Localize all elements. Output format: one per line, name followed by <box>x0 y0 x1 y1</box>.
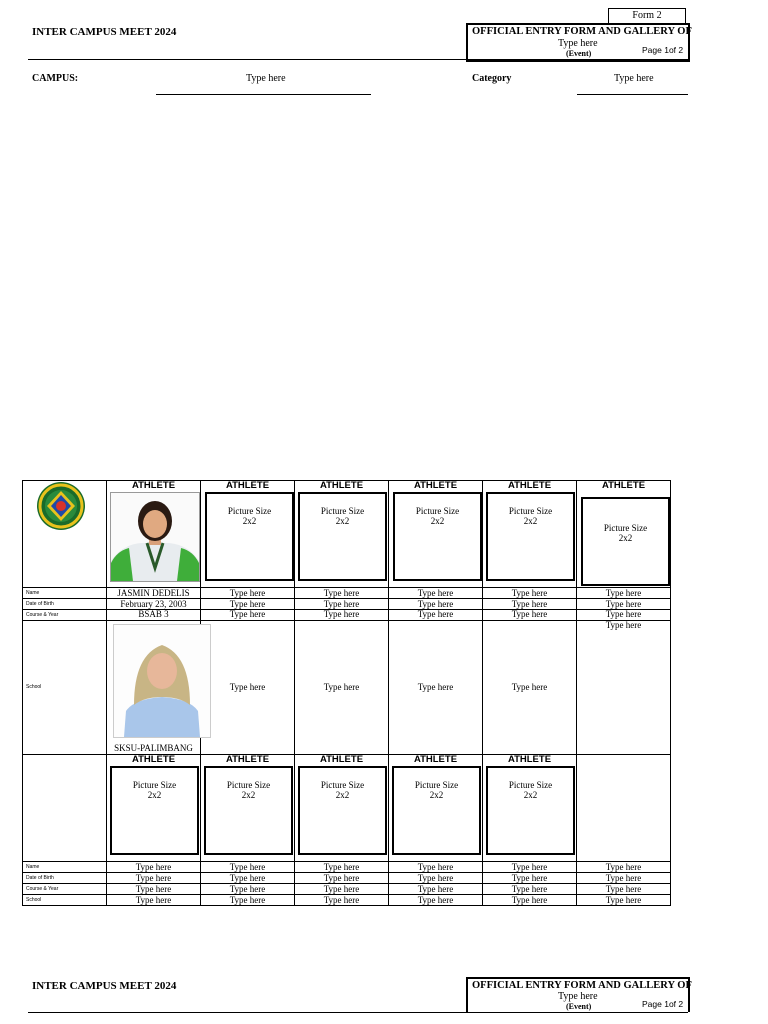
athlete-1-dob[interactable]: February 23, 2003 <box>120 599 187 609</box>
athlete-8-dob[interactable]: Type here <box>229 873 266 883</box>
athlete-header-4: ATHLETE <box>413 480 458 491</box>
row-label-course: Course & Year <box>26 612 59 618</box>
picture-size-value: 2x2 <box>430 516 445 526</box>
event-label: (Event) <box>566 49 592 58</box>
picture-placeholder-2 <box>205 492 294 581</box>
athlete-5-name[interactable]: Type here <box>511 588 548 598</box>
picture-size-value: 2x2 <box>523 516 538 526</box>
athlete-2-course[interactable]: Type here <box>229 609 266 619</box>
picture-placeholder-5 <box>486 492 575 581</box>
athlete-6-course[interactable]: Type here <box>605 609 642 619</box>
athlete-6-name[interactable]: Type here <box>605 588 642 598</box>
athlete-header-8: ATHLETE <box>225 754 270 765</box>
athlete-1-school[interactable]: SKSU-PALIMBANG <box>114 743 193 753</box>
col-divider <box>388 480 389 906</box>
athlete-3-name[interactable]: Type here <box>323 588 360 598</box>
picture-size-label: Picture Size <box>415 506 460 516</box>
athlete-10-course[interactable]: Type here <box>417 884 454 894</box>
athlete-header-10: ATHLETE <box>413 754 458 765</box>
athlete-1-course[interactable]: BSAB 3 <box>138 609 169 619</box>
athlete-8-course[interactable]: Type here <box>229 884 266 894</box>
page-number: Page 1of 2 <box>642 45 684 55</box>
athlete-7-course[interactable]: Type here <box>135 884 172 894</box>
athlete-12-dob[interactable]: Type here <box>605 873 642 883</box>
official-entry-title: OFFICIAL ENTRY FORM AND GALLERY OF <box>472 26 692 37</box>
athlete-11-course[interactable]: Type here <box>511 884 548 894</box>
athlete-11-school[interactable]: Type here <box>511 895 548 905</box>
athlete-5-course[interactable]: Type here <box>511 609 548 619</box>
form-number: Form 2 <box>608 8 686 24</box>
picture-size-label: Picture Size <box>320 506 365 516</box>
athlete-12-school[interactable]: Type here <box>605 895 642 905</box>
picture-size-label: Picture Size <box>508 506 553 516</box>
school-seal-logo <box>36 481 86 536</box>
athlete-10-school[interactable]: Type here <box>417 895 454 905</box>
athlete-3-course[interactable]: Type here <box>323 609 360 619</box>
footer-page-number: Page 1of 2 <box>642 999 684 1009</box>
campus-label: CAMPUS: <box>32 73 79 84</box>
athlete-9-dob[interactable]: Type here <box>323 873 360 883</box>
row-label-dob-2: Date of Birth <box>26 875 54 881</box>
picture-size-value: 2x2 <box>335 790 350 800</box>
picture-size-label: Picture Size <box>226 780 271 790</box>
picture-size-label: Picture Size <box>320 780 365 790</box>
row-label-name-2: Name <box>26 864 40 870</box>
athlete-header-5: ATHLETE <box>507 480 552 491</box>
picture-placeholder-4 <box>393 492 482 581</box>
athlete-header-11: ATHLETE <box>507 754 552 765</box>
picture-size-value: 2x2 <box>618 533 633 543</box>
picture-placeholder-6 <box>581 497 670 586</box>
athlete-9-course[interactable]: Type here <box>323 884 360 894</box>
athlete-10-name[interactable]: Type here <box>417 862 454 872</box>
col-divider <box>106 480 107 906</box>
athlete-9-school[interactable]: Type here <box>323 895 360 905</box>
athlete-4-course[interactable]: Type here <box>417 609 454 619</box>
footer-divider <box>28 1012 688 1013</box>
athlete-5-school[interactable]: Type here <box>511 682 548 692</box>
picture-size-label: Picture Size <box>508 780 553 790</box>
athlete-header-3: ATHLETE <box>319 480 364 491</box>
athlete-11-dob[interactable]: Type here <box>511 873 548 883</box>
athlete-3-dob[interactable]: Type here <box>323 599 360 609</box>
athlete-6-dob[interactable]: Type here <box>605 599 642 609</box>
category-underline <box>577 94 688 95</box>
row-label-school: School <box>26 684 42 690</box>
category-input[interactable]: Type here <box>614 73 654 84</box>
athlete-11-name[interactable]: Type here <box>511 862 548 872</box>
header-divider <box>28 59 688 60</box>
athlete-5-dob[interactable]: Type here <box>511 599 548 609</box>
picture-size-value: 2x2 <box>241 790 256 800</box>
col-divider <box>576 480 577 906</box>
picture-size-value: 2x2 <box>429 790 444 800</box>
picture-placeholder-10 <box>392 766 481 855</box>
picture-size-label: Picture Size <box>132 780 177 790</box>
picture-size-value: 2x2 <box>335 516 350 526</box>
athlete-header-1: ATHLETE <box>131 480 176 491</box>
event-input[interactable]: Type here <box>558 38 598 49</box>
footer-event-label: (Event) <box>566 1002 592 1011</box>
athlete-2-name[interactable]: Type here <box>229 588 266 598</box>
athlete-6-school[interactable]: Type here <box>605 620 642 630</box>
athlete-10-dob[interactable]: Type here <box>417 873 454 883</box>
athlete-4-dob[interactable]: Type here <box>417 599 454 609</box>
picture-placeholder-9 <box>298 766 387 855</box>
athlete-7-name[interactable]: Type here <box>135 862 172 872</box>
athlete-header-6: ATHLETE <box>601 480 646 491</box>
picture-placeholder-7 <box>110 766 199 855</box>
col-divider <box>294 480 295 906</box>
athlete-photo-1 <box>110 492 200 582</box>
athlete-photo-1b <box>113 624 211 738</box>
athlete-2-school[interactable]: Type here <box>229 682 266 692</box>
athlete-7-school[interactable]: Type here <box>135 895 172 905</box>
athlete-7-dob[interactable]: Type here <box>135 873 172 883</box>
athlete-4-name[interactable]: Type here <box>417 588 454 598</box>
row-label-dob: Date of Birth <box>26 601 54 607</box>
picture-size-value: 2x2 <box>523 790 538 800</box>
picture-placeholder-3 <box>298 492 387 581</box>
athlete-header-2: ATHLETE <box>225 480 270 491</box>
picture-placeholder-8 <box>204 766 293 855</box>
campus-underline <box>156 94 371 95</box>
athlete-9-name[interactable]: Type here <box>323 862 360 872</box>
col-divider <box>482 480 483 906</box>
athlete-8-name[interactable]: Type here <box>229 862 266 872</box>
category-label: Category <box>472 73 512 84</box>
picture-size-value: 2x2 <box>242 516 257 526</box>
athlete-2-dob[interactable]: Type here <box>229 599 266 609</box>
meet-title: INTER CAMPUS MEET 2024 <box>32 26 177 38</box>
row-label-name: Name <box>26 590 40 596</box>
picture-placeholder-11 <box>486 766 575 855</box>
row-label-school-2: School <box>26 897 42 903</box>
footer-official-entry-title: OFFICIAL ENTRY FORM AND GALLERY OF <box>472 980 692 991</box>
campus-input[interactable]: Type here <box>246 73 286 84</box>
athlete-header-9: ATHLETE <box>319 754 364 765</box>
athlete-3-school[interactable]: Type here <box>323 682 360 692</box>
athlete-8-school[interactable]: Type here <box>229 895 266 905</box>
athlete-1-name[interactable]: JASMIN DEDELIS <box>117 588 190 598</box>
picture-size-label: Picture Size <box>603 523 648 533</box>
row-label-course-2: Course & Year <box>26 886 59 892</box>
picture-size-label: Picture Size <box>227 506 272 516</box>
athlete-header-7: ATHLETE <box>131 754 176 765</box>
athlete-12-course[interactable]: Type here <box>605 884 642 894</box>
footer-meet-title: INTER CAMPUS MEET 2024 <box>32 980 177 992</box>
picture-size-label: Picture Size <box>414 780 459 790</box>
athlete-4-school[interactable]: Type here <box>417 682 454 692</box>
row-divider <box>22 620 671 621</box>
picture-size-value: 2x2 <box>147 790 162 800</box>
footer-event-input[interactable]: Type here <box>558 991 598 1002</box>
athlete-12-name[interactable]: Type here <box>605 862 642 872</box>
